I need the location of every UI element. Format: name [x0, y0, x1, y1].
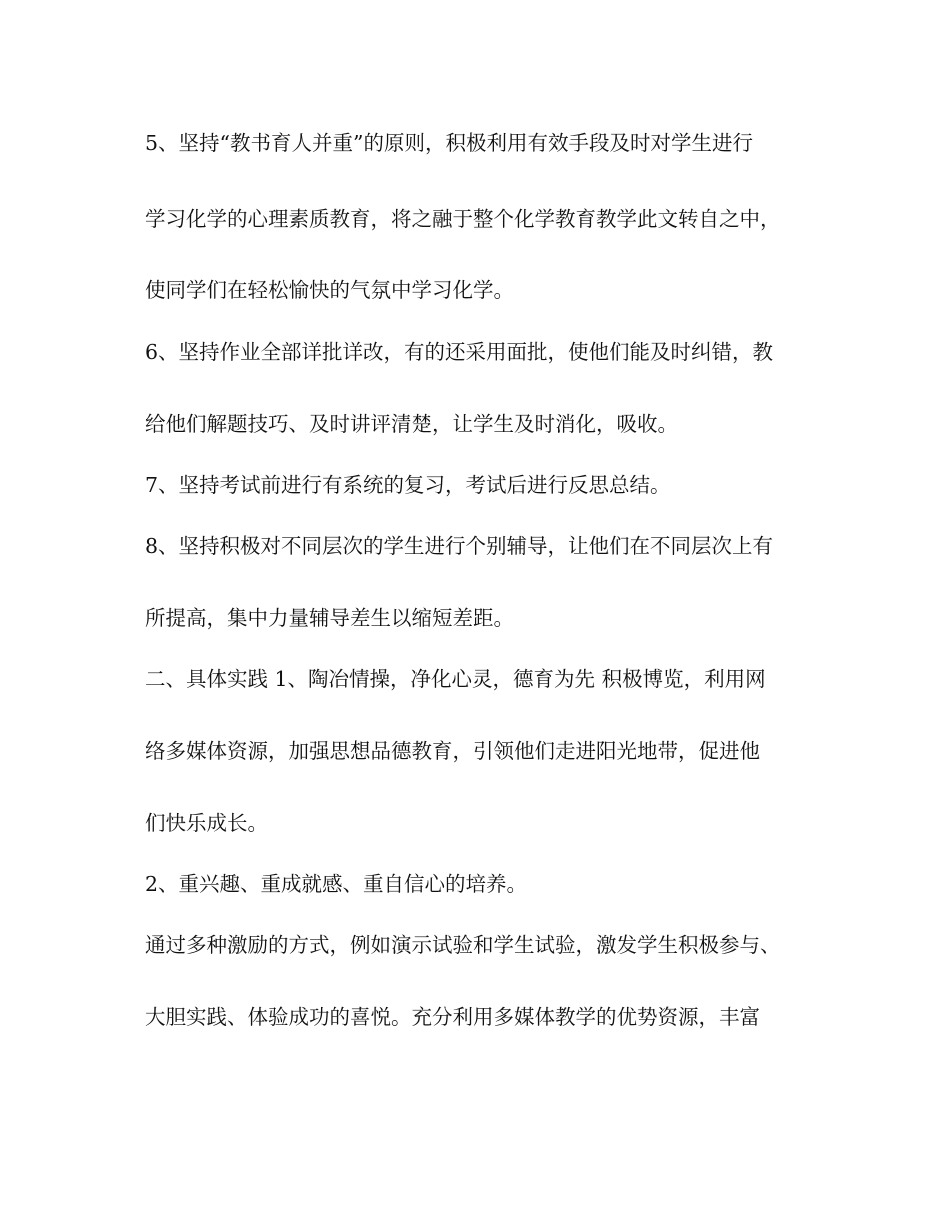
- text-line: 2、重兴趣、重成就感、重自信心的培养。: [145, 872, 528, 896]
- text-line: 们快乐成长。: [145, 811, 268, 835]
- text-line: 6、坚持作业全部详批详改，有的还采用面批，使他们能及时纠错，教: [145, 340, 774, 364]
- text-line: 通过多种激励的方式，例如演示试验和学生试验，激发学生积极参与、: [145, 933, 781, 957]
- text-line: 使同学们在轻松愉快的气氛中学习化学。: [145, 278, 514, 302]
- text-line: 所提高，集中力量辅导差生以缩短差距。: [145, 606, 514, 630]
- text-line: 络多媒体资源，加强思想品德教育，引领他们走进阳光地带，促进他: [145, 739, 760, 763]
- text-line: 二、具体实践 1、陶冶情操，净化心灵，德育为先 积极博览，利用网: [145, 667, 766, 691]
- text-line: 7、坚持考试前进行有系统的复习，考试后进行反思总结。: [145, 473, 671, 497]
- text-line: 给他们解题技巧、及时讲评清楚，让学生及时消化，吸收。: [145, 412, 678, 436]
- text-line: 学习化学的心理素质教育，将之融于整个化学教育教学此文转自之中，: [145, 207, 781, 231]
- text-line: 大胆实践、体验成功的喜悦。充分利用多媒体教学的优势资源，丰富: [145, 1005, 760, 1029]
- text-line: 5、坚持“教书育人并重”的原则，积极利用有效手段及时对学生进行: [145, 131, 754, 155]
- text-line: 8、坚持积极对不同层次的学生进行个别辅导，让他们在不同层次上有: [145, 534, 774, 558]
